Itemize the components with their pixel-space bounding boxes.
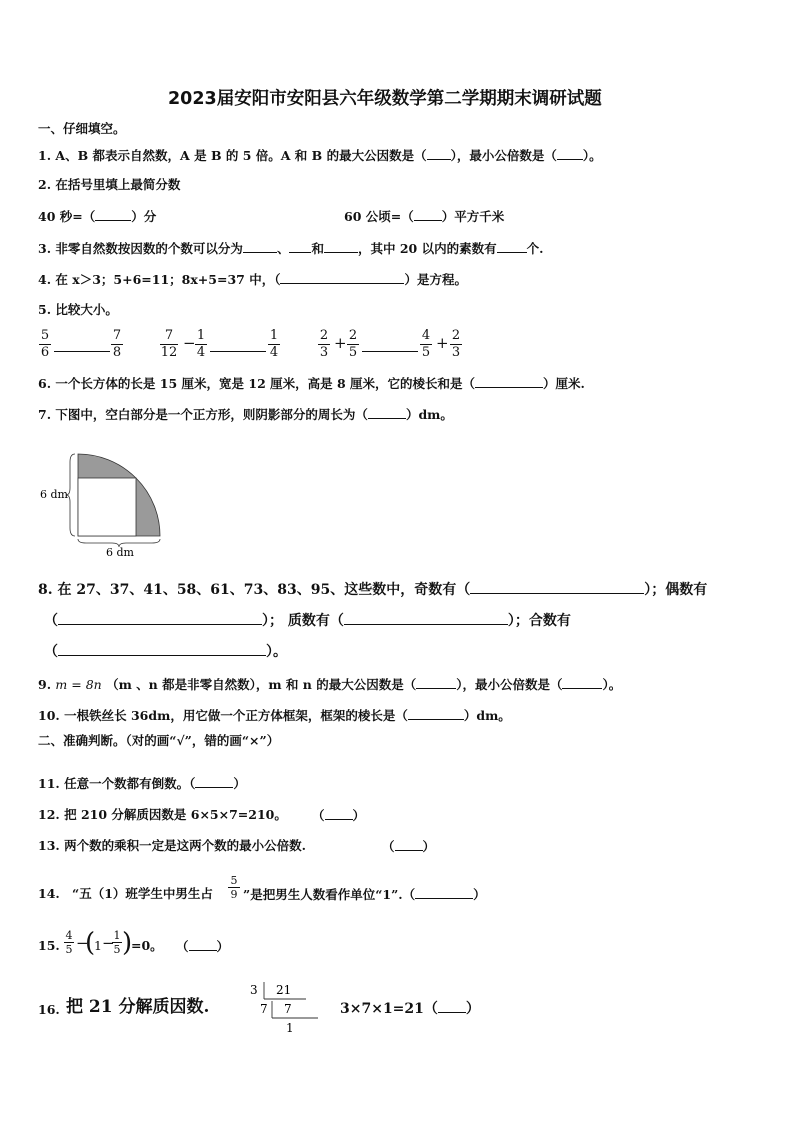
question-1: [38, 147, 602, 164]
section-1-heading: 一、仔细填空。: [38, 121, 126, 136]
q16-equation: 3×7×1=21（: [340, 1001, 438, 1017]
q5-number: 5.: [38, 302, 52, 317]
q15-fraction-1-5: $\frac{1}{5}$: [113, 929, 121, 956]
q2-b-label: 60 公顷=（: [344, 209, 414, 224]
q2-number: 2.: [38, 177, 52, 192]
q2-a-label: 40 秒=（: [38, 209, 96, 224]
q8-composite-label: ）；合数有: [507, 613, 571, 629]
q4-number: 4.: [38, 272, 52, 287]
q16-divisor-3: 3: [250, 983, 258, 997]
q9-equation: m = 8n: [55, 677, 102, 692]
q15-number: 15.: [38, 938, 60, 953]
q8-line-3: [44, 643, 287, 661]
q5-fraction-2-3-a: $\frac{2}{3}$: [319, 328, 329, 360]
q9-blank-1[interactable]: [416, 676, 456, 689]
q12-end: ）: [352, 808, 366, 823]
q15-paren-open: （: [176, 939, 189, 954]
q5-text: 比较大小。: [55, 302, 118, 317]
q10-blank[interactable]: [408, 707, 464, 720]
q2-text: 在括号里填上最简分数: [55, 177, 181, 192]
q5-fraction-7-8: $\frac{7}{8}$: [112, 328, 122, 360]
q11-blank[interactable]: [195, 775, 233, 788]
q6-text: 一个长方体的长是 15 厘米，宽是 12 厘米，高是 8 厘米，它的棱长和是（: [55, 376, 476, 391]
q5-fraction-4-5: $\frac{4}{5}$: [421, 328, 431, 360]
question-8: [38, 581, 707, 599]
q16-blank[interactable]: [438, 1000, 466, 1013]
q8-line-2: [44, 612, 571, 630]
q15-one: 1: [94, 938, 102, 953]
q14-post-text: ”是把男生人数看作单位“1”.（: [243, 887, 416, 902]
q5-plus-sign-1: +: [334, 334, 347, 352]
q8-prime-label: ）； 质数有（: [262, 613, 344, 629]
q1-text: A、B 都表示自然数，A 是 B 的 5 倍。A 和 B 的最大公因数是（: [55, 148, 427, 163]
q15-result: =0。: [131, 938, 163, 953]
q16-number: 16.: [38, 1002, 60, 1017]
q15-minus-sign-2: −: [102, 934, 115, 952]
q8-paren-open-1: （: [44, 613, 58, 629]
q3-blank-3[interactable]: [324, 240, 358, 253]
q13-end: ）: [422, 839, 436, 854]
q2-part-a: [38, 208, 156, 225]
q11-text: 任意一个数都有倒数。（: [64, 776, 196, 791]
q11-number: 11.: [38, 776, 60, 791]
q9-number: 9.: [38, 677, 52, 692]
q15-fraction-4-5: $\frac{4}{5}$: [65, 929, 73, 956]
q2-b-end: ）平方千米: [441, 209, 505, 224]
q5-plus-sign-2: +: [436, 334, 449, 352]
q3-blank-2[interactable]: [289, 240, 311, 253]
question-5: [38, 302, 118, 318]
q12-answer: [312, 807, 365, 824]
section-2-heading: 二、准确判断。（对的画“√”，错的画“×”）: [38, 733, 280, 748]
q13-number: 13.: [38, 838, 60, 853]
q2-a-end: ）分: [131, 209, 157, 224]
q8-even-label: ）；偶数有: [644, 582, 708, 598]
q12-number: 12.: [38, 807, 60, 822]
q4-blank[interactable]: [280, 271, 404, 284]
question-2: [38, 177, 180, 193]
q16-text: 把 21 分解质因数.: [66, 997, 210, 1017]
q14-number: 14.: [38, 886, 60, 901]
q9-mid: ），最小公倍数是（: [456, 677, 563, 692]
question-10: [38, 707, 511, 724]
q8-prime-blank[interactable]: [344, 612, 508, 625]
q8-end: ）。: [266, 644, 287, 660]
q6-number: 6.: [38, 376, 52, 391]
q14-end: ）: [473, 887, 486, 902]
q6-blank[interactable]: [475, 375, 543, 388]
q16-short-division: [246, 980, 322, 1038]
page-title: 2023届安阳市安阳县六年级数学第二学期期末调研试题: [168, 89, 602, 109]
q16-answer: [340, 1000, 480, 1018]
q9-blank-2[interactable]: [562, 676, 602, 689]
q1-end: ）。: [582, 148, 602, 163]
q8-number: 8.: [38, 582, 53, 598]
question-3: [38, 240, 543, 257]
q15-blank[interactable]: [189, 938, 217, 951]
question-4: [38, 271, 467, 288]
q14-pre: “五（1）班学生中男生占: [72, 886, 213, 901]
q3-end: 个.: [526, 241, 544, 256]
q13-blank[interactable]: [395, 838, 423, 851]
q14-fraction-5-9: $\frac{5}{9}$: [228, 874, 240, 901]
q3-rest: ，其中 20 以内的素数有: [357, 241, 497, 256]
q5-fraction-2-5: $\frac{2}{5}$: [348, 328, 358, 360]
q5-blank-1[interactable]: [54, 351, 110, 352]
q15-paren-left: (: [85, 928, 96, 958]
q7-label-bottom: 6 dm: [106, 546, 134, 559]
q7-white-square: [78, 478, 136, 536]
q11-end: ）: [233, 776, 246, 791]
q5-minus-sign: −: [183, 334, 196, 352]
q7-text: 下图中，空白部分是一个正方形，则阴影部分的周长为（: [55, 407, 368, 422]
q3-he: 和: [311, 241, 324, 256]
q5-fraction-2-3-b: $\frac{2}{3}$: [451, 328, 461, 360]
q3-number: 3.: [38, 241, 52, 256]
q10-number: 10.: [38, 708, 60, 723]
q1-mid: ），最小公倍数是（: [450, 148, 557, 163]
q16-end: ）: [465, 1001, 480, 1017]
q1-number: 1.: [38, 148, 52, 163]
q13-answer: [382, 838, 435, 855]
q8-paren-open-2: （: [44, 644, 58, 660]
q12-blank[interactable]: [325, 807, 353, 820]
q3-blank-1[interactable]: [243, 240, 277, 253]
q7-number: 7.: [38, 407, 52, 422]
question-6: [38, 375, 585, 392]
q8-odd-blank[interactable]: [470, 581, 644, 594]
q5-fraction-1-4-a: $\frac{1}{4}$: [196, 328, 206, 360]
q16-dividend-21: 21: [276, 983, 292, 997]
q8-composite-blank[interactable]: [58, 643, 266, 656]
q8-even-blank[interactable]: [58, 612, 262, 625]
q4-text: 在 x＞3；5+6=11；8x+5=37 中，（: [55, 272, 281, 287]
q10-text: 一根铁丝长 36dm，用它做一个正方体框架，框架的棱长是（: [64, 708, 408, 723]
q7-figure: [36, 448, 166, 560]
q15-end: ）: [216, 939, 230, 954]
q5-fraction-1-4-b: $\frac{1}{4}$: [269, 328, 279, 360]
q13-text: 两个数的乘积一定是这两个数的最小公倍数.: [64, 838, 306, 853]
q15-minus-sign-1: −: [76, 934, 89, 952]
q12-text: 把 210 分解质因数是 6×5×7=210。: [64, 807, 287, 822]
q16-quotient-1: 1: [286, 1021, 294, 1035]
q15-paren-right: ): [122, 928, 133, 958]
question-12: [38, 807, 287, 823]
q5-fraction-5-6: $\frac{5}{6}$: [40, 328, 50, 360]
q5-fraction-7-12: $\frac{7}{12}$: [160, 328, 178, 360]
q3-text: 非零自然数按因数的个数可以分为: [55, 241, 243, 256]
q4-end: ）是方程。: [404, 272, 467, 287]
question-11: [38, 775, 246, 792]
q2-part-b: [344, 208, 504, 225]
question-9: [38, 676, 621, 693]
q3-sep: 、: [276, 241, 290, 256]
q14-post: [243, 886, 486, 903]
q12-paren-open: （: [312, 808, 325, 823]
q7-blank[interactable]: [368, 406, 406, 419]
q14-blank[interactable]: [415, 886, 473, 899]
q15-answer: [176, 938, 229, 955]
q16-quotient-7: 7: [284, 1002, 292, 1016]
q6-end: ）厘米.: [543, 376, 585, 391]
q2-a-blank[interactable]: [95, 208, 131, 221]
q13-paren-open: （: [382, 839, 395, 854]
question-13: [38, 838, 306, 854]
q8-text: 在 27、37、41、58、61、73、83、95、这些数中，奇数有（: [57, 582, 471, 598]
q7-label-left: 6 dm: [40, 488, 68, 501]
q16-divisor-7: 7: [260, 1002, 268, 1016]
q3-blank-4[interactable]: [497, 240, 527, 253]
q2-b-blank[interactable]: [414, 208, 442, 221]
q5-blank-3[interactable]: [362, 351, 418, 352]
q9-text: （m 、n 都是非零自然数），m 和 n 的最大公因数是（: [106, 677, 417, 692]
question-7: [38, 406, 453, 423]
q5-blank-2[interactable]: [210, 351, 266, 352]
q1-blank-2[interactable]: [557, 147, 583, 160]
q10-end: ）dm。: [463, 708, 511, 723]
q7-end: ）dm。: [405, 407, 453, 422]
q1-blank-1[interactable]: [427, 147, 451, 160]
q9-end: ）。: [602, 677, 622, 692]
